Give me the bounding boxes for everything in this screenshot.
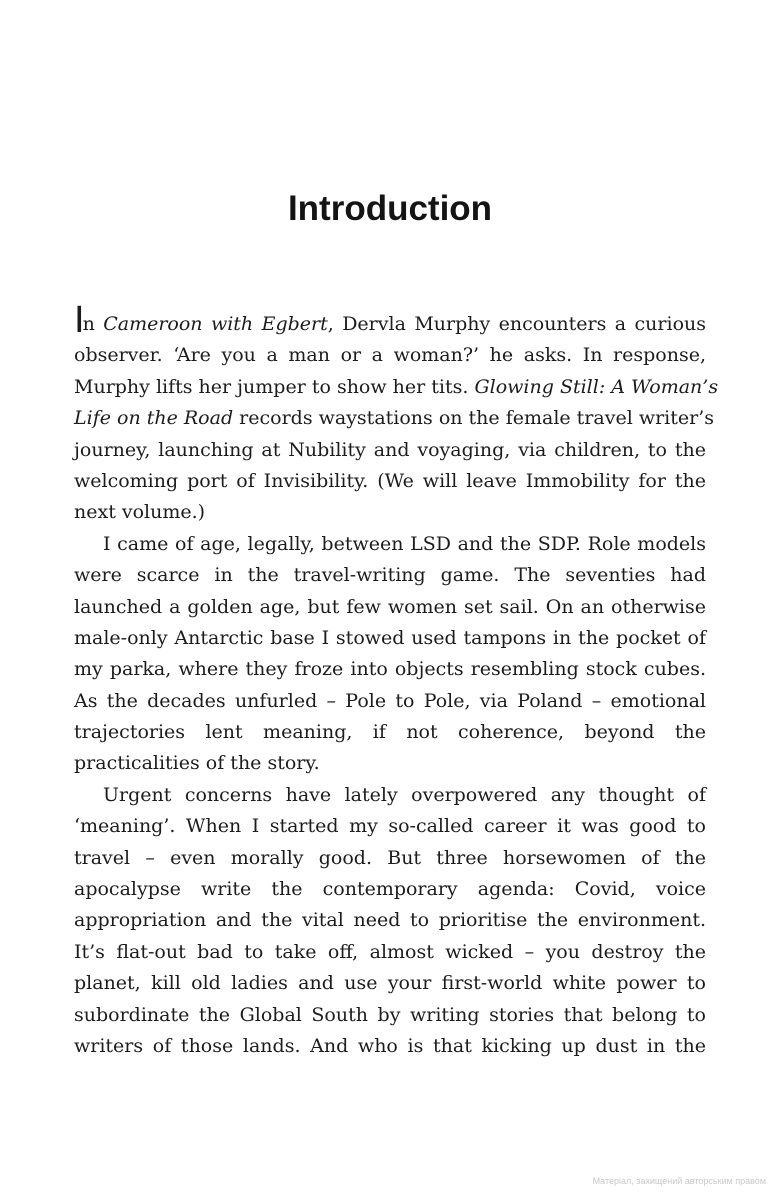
chapter-title: Introduction	[287, 189, 493, 228]
text-line: As the decades unfurled – Pole to Pole, via Poland – emotional	[74, 689, 706, 712]
text-line	[74, 299, 706, 341]
text-line: ‘meaning’. When I started my so-called career it was good to	[74, 815, 706, 838]
text-line: subordinate the Global South by writing stories that belong to	[74, 1003, 706, 1026]
text-line: travel – even morally good. But three horsewomen of the	[74, 846, 706, 869]
text-line: It’s flat-out bad to take off, almost wicked – you destroy the	[74, 940, 706, 963]
book-title-italic: Cameroon with Egbert	[103, 313, 328, 335]
text-span: n	[82, 313, 104, 335]
body-text	[74, 299, 719, 1062]
text-span: records waystations on the female travel writer’s	[233, 407, 714, 430]
text-line: launched a golden age, but few women set sail. On an otherwise	[74, 595, 706, 618]
drop-cap: I	[74, 299, 83, 341]
text-line	[74, 403, 714, 434]
text-span: Murphy lifts her jumper to show her tits.	[74, 375, 475, 398]
book-title-italic: Life on the Road	[74, 407, 234, 430]
text-line: journey, launching at Nubility and voyaging, via children, to the	[74, 438, 706, 461]
text-line: next volume.)	[74, 501, 206, 524]
text-line: male-only Antarctic base I stowed used tampons in the pocket of	[74, 626, 706, 649]
text-line: welcoming port of Invisibility. (We will leave Immobility for the	[74, 469, 706, 492]
copyright-watermark: Матеріал, захищений авторським правом	[592, 1176, 766, 1186]
text-line: trajectories lent meaning, if not coherence, beyond the	[74, 721, 706, 744]
text-span: , Dervla Murphy encounters a curious	[327, 313, 706, 335]
text-line: apocalypse write the contemporary agenda: Covid, voice	[74, 878, 706, 901]
text-line: were scarce in the travel-writing game. The seventies had	[74, 564, 706, 587]
text-line: writers of those lands. And who is that kicking up dust in the	[74, 1034, 706, 1057]
text-line: I came of age, legally, between LSD and the SDP. Role models	[103, 532, 706, 555]
text-line: Urgent concerns have lately overpowered any thought of	[103, 783, 706, 806]
book-title-italic: Glowing Still: A Woman’s	[474, 375, 719, 398]
text-line	[74, 372, 719, 403]
text-line: my parka, where they froze into objects resembling stock cubes.	[74, 658, 706, 681]
text-line: planet, kill old ladies and use your first-world white power to	[74, 972, 706, 995]
text-line: observer. ‘Are you a man or a woman?’ he asks. In response,	[74, 344, 706, 367]
text-line: practicalities of the story.	[74, 752, 320, 775]
text-line: appropriation and the vital need to prioritise the environment.	[74, 909, 706, 932]
